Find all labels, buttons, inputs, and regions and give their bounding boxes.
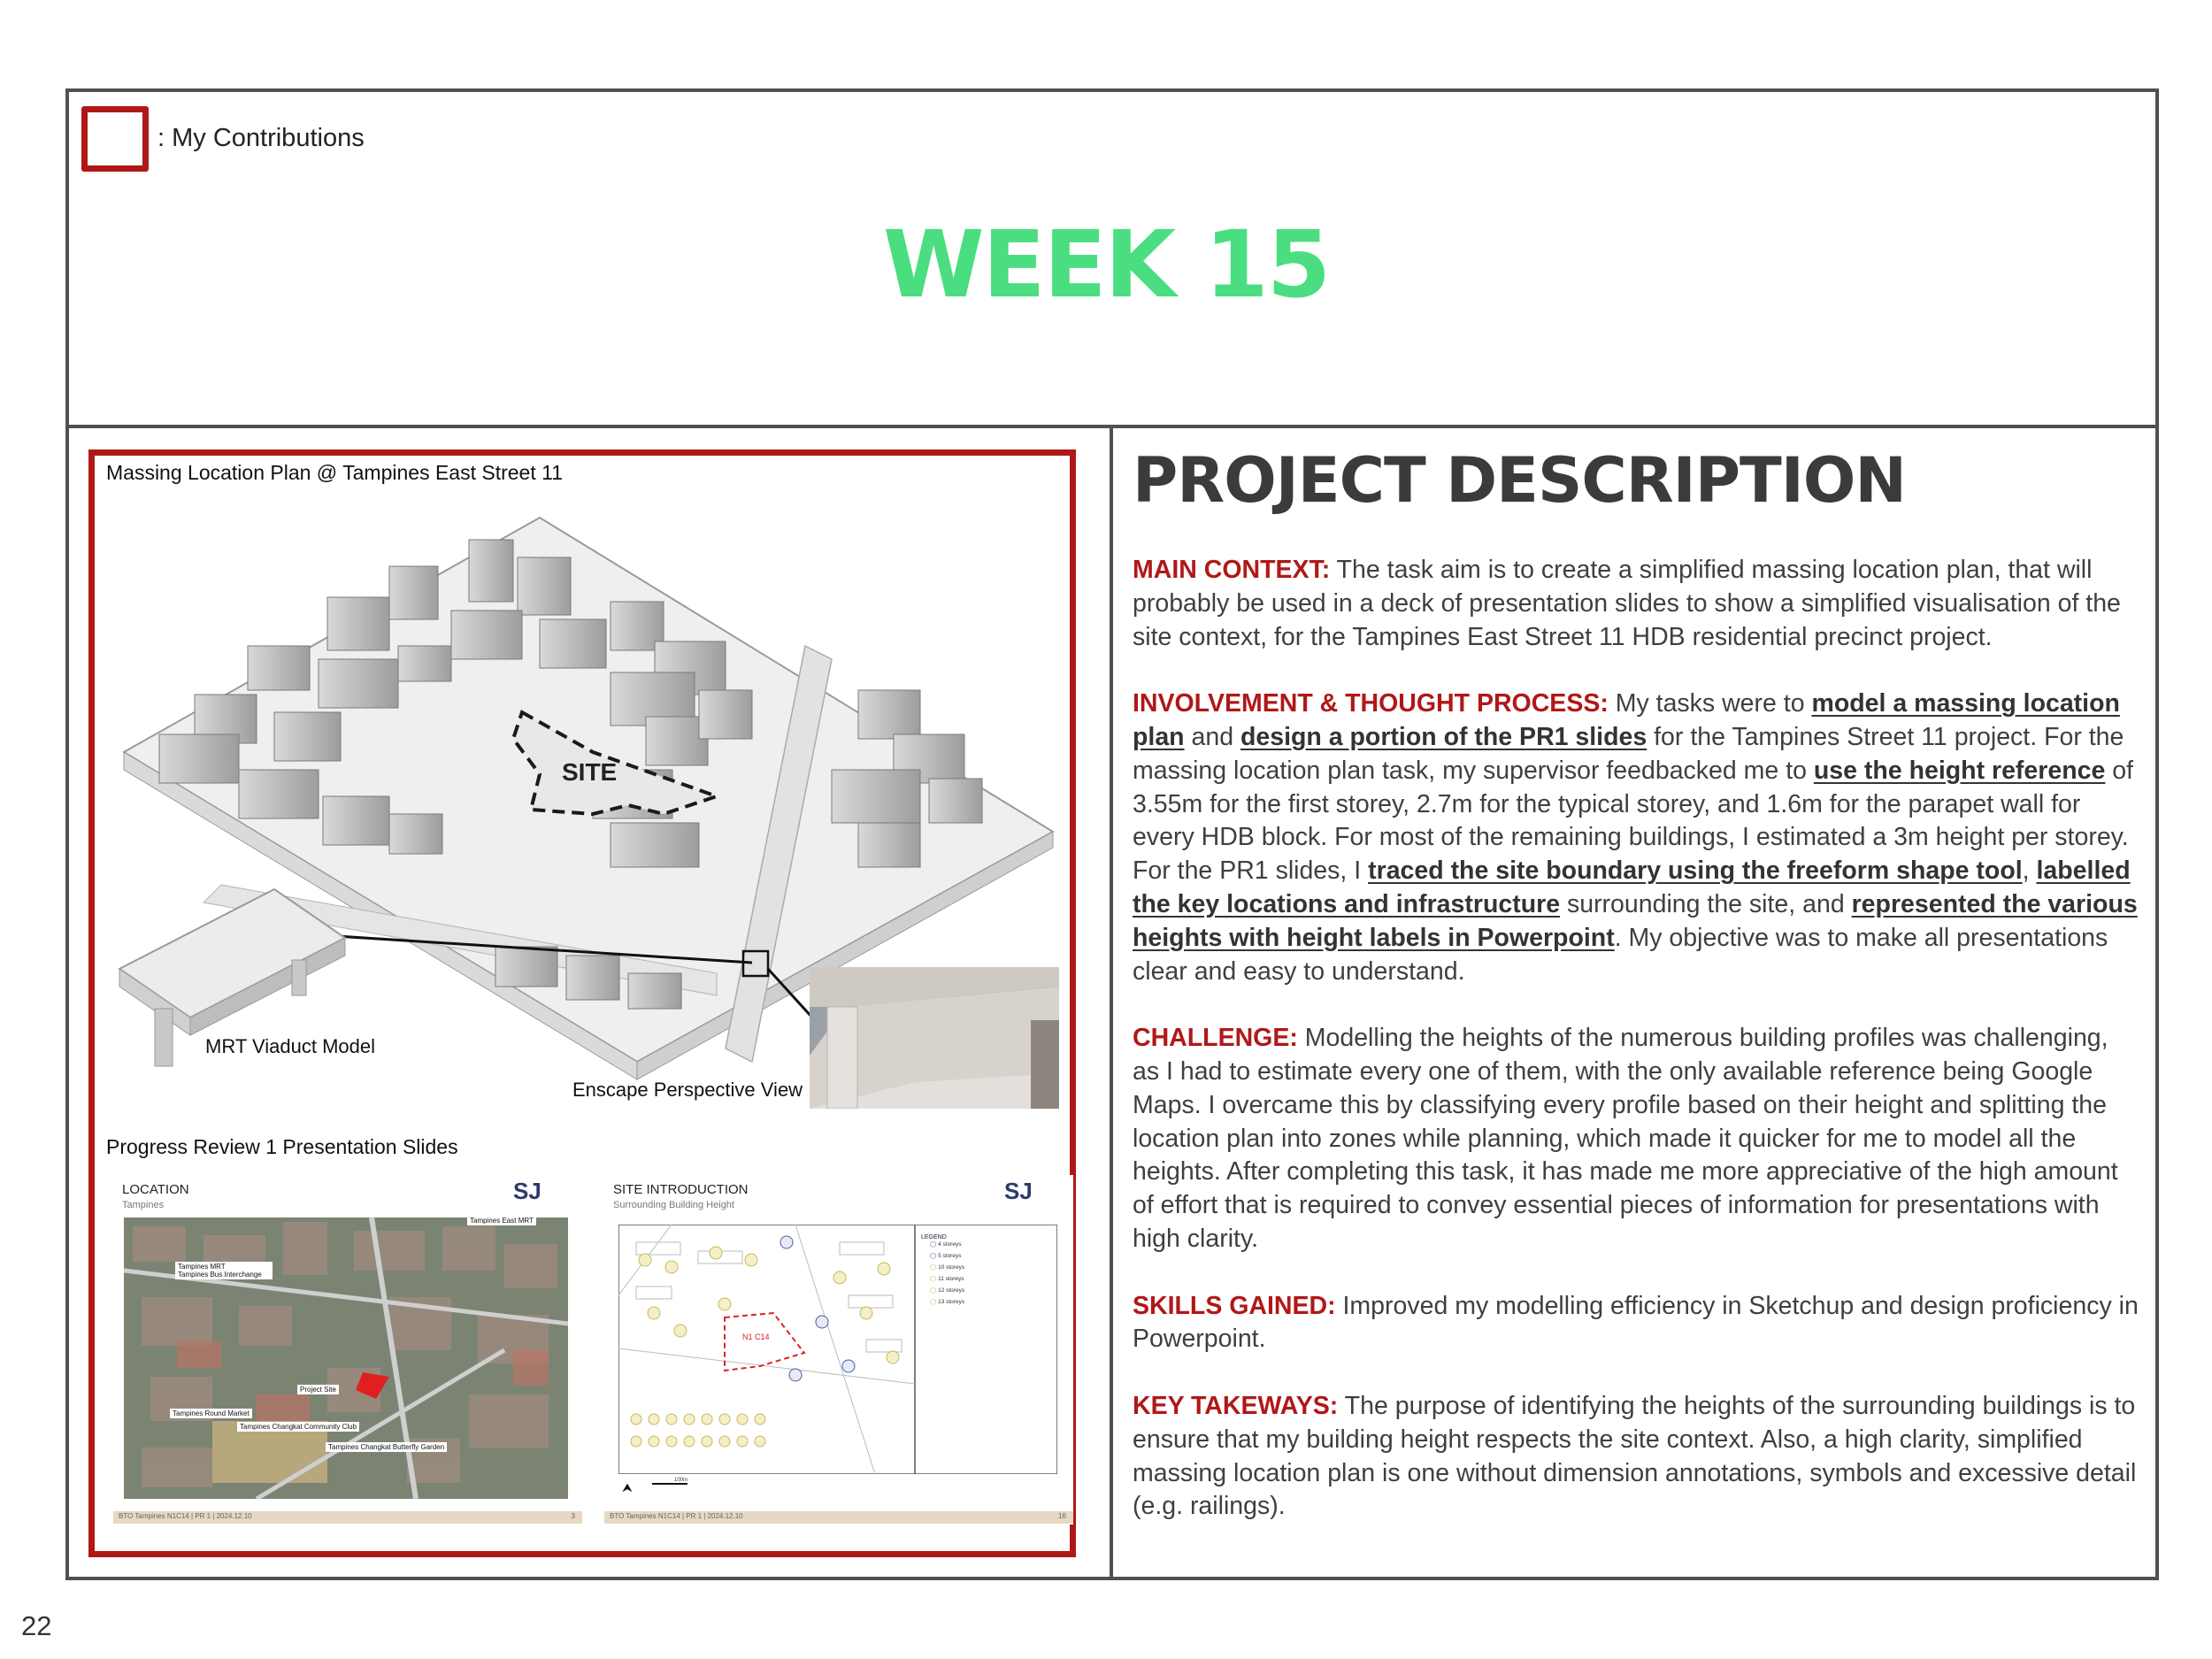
contribution-legend-swatch	[81, 106, 149, 172]
slide-location-subtitle: Tampines	[122, 1200, 165, 1210]
challenge-paragraph: CHALLENGE: Modelling the heights of the numerous building profiles was challenging, as I had to estimate every one of them, with the only available reference being Google Maps. I overcame this by classifying every profile based on their height and splitting the location plan into zones while planning, which made it quicker for me to model all the heights. After completing this task, it has made me more appreciative of the high amount of effort that is required to convey essential pieces of information for presentations with high clarity.	[1133, 1024, 2118, 1253]
surbana-jurong-logo: SJ	[1004, 1178, 1033, 1204]
project-description-body	[1133, 554, 2141, 1557]
project-description-title: PROJECT DESCRIPTION	[1133, 444, 1906, 517]
involvement-paragraph: INVOLVEMENT & THOUGHT PROCESS: My tasks were to model a massing location plan and design a portion of the PR1 slides for the Tampines Street 11 project. For the massing location plan task, my supervisor feedbacked me to use the height reference of 3.55m for the first storey, 2.7m for the typical storey, and 1.6m for the parapet wall for every HDB block. For most of the remaining buildings, I estimated a 3m height per storey. For the PR1 slides, I traced the site boundary using the freeform shape tool, labelled the key locations and infrastructure surrounding the site, and represented the various heights with height labels in Powerpoint. My objective was to make all presentations clear and easy to understand.	[1133, 689, 2138, 986]
map-label: Tampines Changkat Butterfly Garden	[326, 1442, 447, 1452]
scale-bar: 100m	[652, 1478, 687, 1485]
column-divider	[1110, 425, 1113, 1580]
site-label: SITE	[562, 758, 618, 786]
mrt-viaduct-caption: MRT Viaduct Model	[205, 1035, 375, 1057]
map-label: Tampines Changkat Community Club	[237, 1422, 359, 1432]
slide-site-title: SITE INTRODUCTION	[613, 1182, 749, 1197]
massing-plan-caption: Massing Location Plan @ Tampines East Street 11	[106, 461, 563, 484]
surbana-jurong-logo: SJ	[513, 1178, 541, 1204]
map-label: Tampines MRT Tampines Bus Interchange	[175, 1262, 273, 1279]
contribution-legend-label: : My Contributions	[157, 124, 365, 152]
main-context-paragraph: MAIN CONTEXT: The task aim is to create a simplified massing location plan, that will probably be used in a deck of presentation slides to show a simplified visualisation of the site context, for the Tampines East Street 11 HDB residential precinct project.	[1133, 556, 2121, 651]
enscape-caption: Enscape Perspective View	[572, 1079, 803, 1101]
slide-location	[113, 1175, 582, 1525]
slide-location-title: LOCATION	[122, 1182, 189, 1197]
map-label: Project Site	[297, 1385, 339, 1394]
height-legend: ◯ 4 storeys ◯ 5 storeys ◯ 10 storeys ◯ 11 storeys ◯ 12 storeys ◯ 13 storeys	[930, 1241, 965, 1305]
enscape-perspective-image	[810, 967, 1059, 1109]
takeaways-paragraph: KEY TAKEWAYS: The purpose of identifying the heights of the surrounding buildings is to ensure that my building height respects the site context. Also, a high clarity, simplified massing location plan is one without dimension annotations, symbols and excessive detail (e.g. railings).	[1133, 1391, 2137, 1521]
slide-site-introduction	[604, 1175, 1073, 1525]
slides-caption: Progress Review 1 Presentation Slides	[106, 1135, 458, 1158]
slide-site-subtitle: Surrounding Building Height	[613, 1200, 734, 1210]
site-height-plan	[618, 1225, 1057, 1474]
location-satellite-map	[124, 1217, 568, 1499]
slide-location-footer: BTO Tampines N1C14 | PR 1 | 2024.12.10 3	[113, 1511, 582, 1524]
skills-paragraph: SKILLS GAINED: Improved my modelling efficiency in Sketchup and design proficiency in Powerpoint.	[1133, 1291, 2139, 1354]
week-title: WEEK 15	[882, 211, 1330, 319]
page-number: 22	[21, 1610, 52, 1641]
north-arrow-icon: ⮝	[622, 1480, 633, 1494]
map-label: Tampines Round Market	[170, 1409, 252, 1418]
svg-text:N1 C14: N1 C14	[742, 1333, 770, 1341]
svg-text:LEGEND: LEGEND	[921, 1234, 947, 1240]
map-label: Tampines East MRT	[467, 1216, 536, 1225]
slide-site-footer: BTO Tampines N1C14 | PR 1 | 2024.12.10 16	[604, 1511, 1073, 1524]
